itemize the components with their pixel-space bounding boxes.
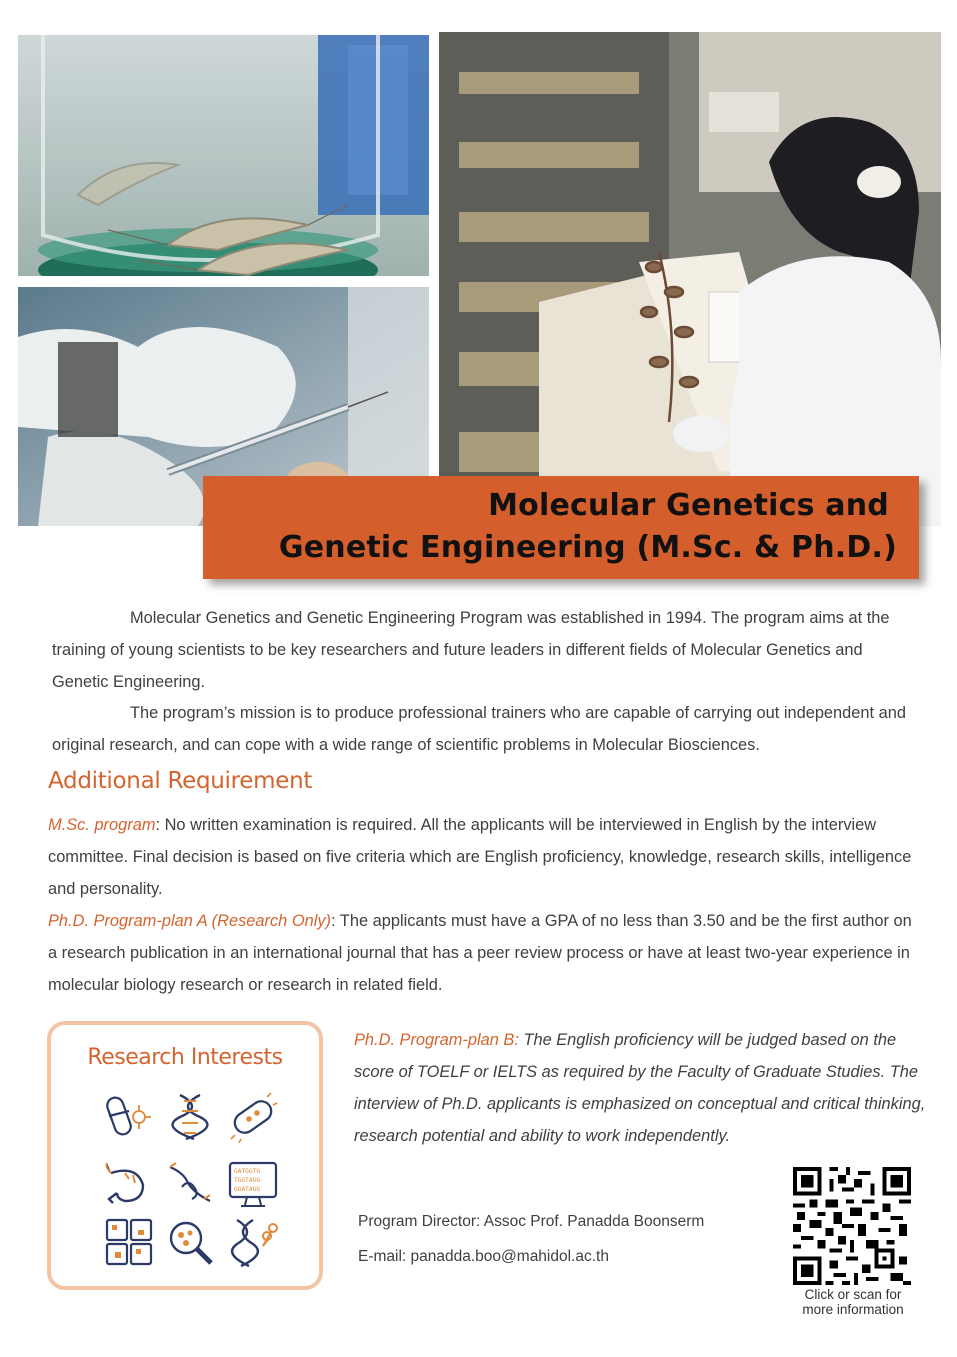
msc-label: M.Sc. program — [48, 816, 156, 834]
monitor-sequence-line-2: TGGTAGG — [234, 1177, 261, 1184]
msc-text: : No written examination is required. All the applicants will be interviewed in English by the interview committee. Final decision is based on five criteria which are English proficiency, knowledge, research skills, intelligence and personality. — [48, 816, 912, 898]
phd-plan-b-text: The English proficiency will be judged based on the score of TOELF or IELTS as required by the Faculty of Graduate Studies. The interview of Ph.D. applicants is emphasized on conceptual and critical thinking, research potential and ability to work independently. — [354, 1031, 926, 1145]
sequence-monitor-icon — [227, 1159, 279, 1211]
phd-plan-a-requirement — [48, 905, 918, 1001]
intro-paragraph — [52, 602, 922, 698]
mission-paragraph-text: The program’s mission is to produce professional trainers who are capable of carrying out independent and original research, and can cope with a wide range of scientific problems in Molecular Biosciences. — [52, 704, 906, 754]
monitor-sequence-line-1: GATGGTG — [234, 1168, 261, 1175]
title-banner — [203, 476, 919, 579]
msc-requirement — [48, 809, 918, 905]
page-title-line-2: Genetic Engineering (M.Sc. & Ph.D.) — [278, 530, 897, 565]
program-director: Program Director: Assoc Prof. Panadda Boonserm — [358, 1213, 705, 1230]
additional-requirement-heading: Additional Requirement — [48, 768, 313, 794]
phd-plan-a-text: : The applicants must have a GPA of no less than 3.50 and be the first author on a research publication in an international journal that has a peer review process or have at least two-year experience in molecular biology research or research in related field. — [48, 912, 912, 994]
researcher-herbarium-specimen-photo — [439, 32, 941, 526]
shrimp-icon — [103, 1159, 155, 1211]
page-title-line-1: Molecular Genetics and — [488, 488, 889, 523]
magnifier-cells-icon — [164, 1216, 216, 1268]
research-interests-title: Research Interests — [87, 1045, 283, 1070]
monitor-sequence-line-3: GGATAGG — [234, 1186, 261, 1193]
phd-plan-b-requirement — [354, 1024, 929, 1152]
qr-code[interactable] — [793, 1167, 911, 1285]
intro-paragraph-text: Molecular Genetics and Genetic Engineering Program was established in 1994. The program aims at the training of young scientists to be key researchers and future leaders in different fields of Molecular Genetics and Genetic Engineering. — [52, 609, 890, 691]
dna-helix-icon — [164, 1091, 216, 1143]
qr-caption-line-2: more information — [802, 1302, 904, 1317]
qr-caption-line-1: Click or scan for — [804, 1287, 902, 1302]
microarray-icon — [103, 1216, 155, 1268]
phd-plan-a-label: Ph.D. Program-plan A (Research Only) — [48, 912, 331, 930]
qr-caption — [783, 1287, 923, 1317]
dna-editing-icon — [227, 1216, 279, 1268]
mission-paragraph — [52, 697, 922, 761]
contact-email[interactable]: E-mail: panadda.boo@mahidol.ac.th — [358, 1248, 609, 1265]
gene-strand-icon — [164, 1159, 216, 1211]
research-interests-box — [47, 1021, 323, 1290]
phd-plan-b-label: Ph.D. Program-plan B: — [354, 1031, 519, 1049]
shrimp-in-beaker-photo — [18, 35, 429, 276]
capsule-molecule-icon — [103, 1091, 155, 1143]
bacterium-icon — [227, 1091, 279, 1143]
